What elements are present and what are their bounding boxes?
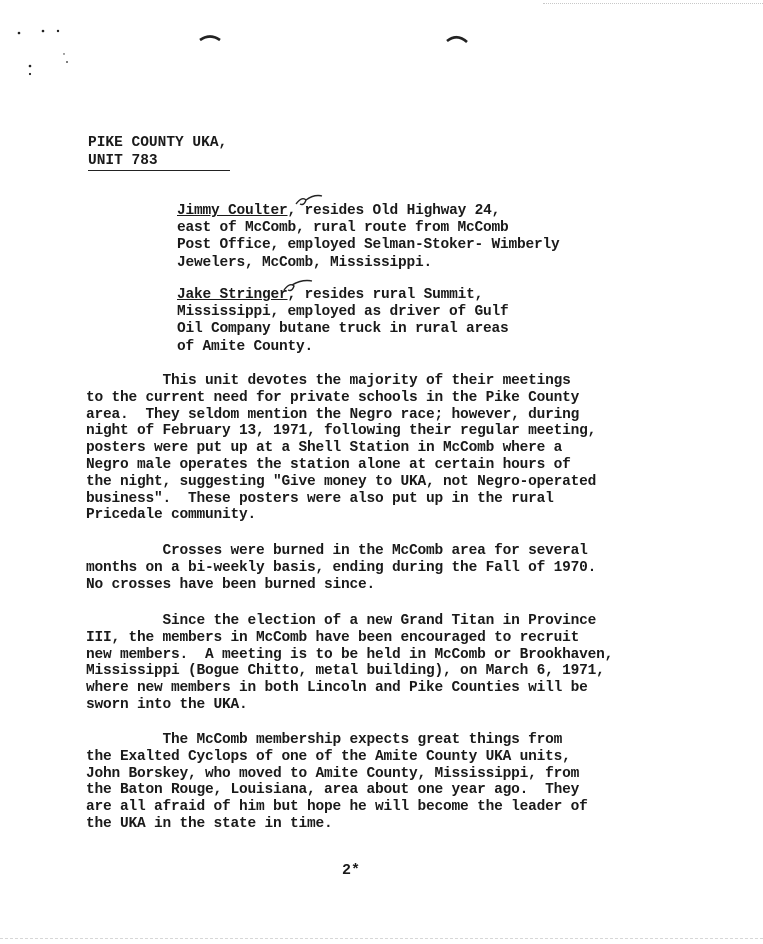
paragraph-line: This unit devotes the majority of their meetings — [86, 373, 571, 389]
paragraph-line: area. They seldom mention the Negro race; however, during — [86, 406, 580, 423]
unit-heading — [88, 134, 230, 171]
paragraph-line: Pricedale community. — [86, 507, 257, 524]
scan-speck — [18, 32, 21, 35]
paragraph-line: night of February 13, 1971, following their regular meeting, — [86, 423, 597, 440]
paragraph-line: where new members in both Lincoln and Pike Counties will be — [86, 680, 588, 697]
bottom-edge-artifact — [0, 938, 763, 941]
redaction-mark-right — [447, 37, 467, 42]
paragraph-line: months on a bi-weekly basis, ending during the Fall of 1970. — [86, 559, 597, 576]
scan-marks — [0, 0, 763, 90]
scan-speck — [42, 30, 45, 33]
member-name: Jake Stringer — [177, 287, 288, 303]
paragraph-line: No crosses have been burned since. — [86, 576, 376, 593]
paragraph-line: Since the election of a new Grand Titan in Province — [86, 613, 597, 629]
body-paragraph — [86, 613, 646, 714]
body-paragraph — [86, 543, 646, 593]
paragraph-line: Mississippi (Bogue Chitto, metal building), on March 6, 1971, — [86, 663, 605, 680]
paragraph-line: the Baton Rouge, Louisiana, area about one year ago. They — [86, 782, 580, 799]
member-detail: Oil Company butane truck in rural areas — [177, 321, 509, 338]
redaction-mark-left — [200, 37, 220, 41]
scan-speck — [63, 53, 64, 54]
member-detail: Post Office, employed Selman-Stoker- Wimberly — [177, 237, 560, 254]
handwritten-mark — [280, 276, 316, 296]
handwritten-mark — [292, 190, 326, 210]
paragraph-line: are all afraid of him but hope he will become the leader of — [86, 799, 588, 816]
paragraph-line: business". These posters were also put up in the rural — [86, 490, 554, 507]
body-paragraph — [86, 732, 646, 833]
paragraph-line: the UKA in the state in time. — [86, 815, 333, 832]
paragraph-line: the Exalted Cyclops of one of the Amite County UKA units, — [86, 748, 571, 765]
member-detail: Mississippi, employed as driver of Gulf — [177, 304, 509, 321]
paragraph-line: III, the members in McComb have been encouraged to recruit — [86, 629, 580, 646]
paragraph-line: John Borskey, who moved to Amite County, Mississippi, from — [86, 765, 580, 782]
paragraph-line: new members. A meeting is to be held in McComb or Brookhaven, — [86, 646, 614, 663]
paragraph-line: The McComb membership expects great things from — [86, 732, 563, 748]
scan-speck — [57, 30, 59, 32]
member-entry: Jake Stringer, resides rural Summit, Mississippi, employed as driver of Gulf Oil Company butane truck in rural areas of Amite County. — [177, 287, 647, 356]
paragraph-line: posters were put up at a Shell Station in McComb where a — [86, 440, 563, 457]
paragraph-line: Negro male operates the station alone at certain hours of — [86, 456, 571, 473]
paragraph-line: the night, suggesting "Give money to UKA, not Negro-operated — [86, 473, 597, 490]
member-detail: of Amite County. — [177, 338, 314, 355]
member-detail: resides Old Highway 24, — [304, 203, 501, 219]
member-name: Jimmy Coulter — [177, 203, 288, 219]
scan-speck — [29, 73, 31, 75]
heading-unit: UNIT 783 — [88, 152, 230, 171]
member-detail: Jewelers, McComb, Mississippi. — [177, 254, 433, 271]
paragraph-line: to the current need for private schools in the Pike County — [86, 389, 580, 406]
paragraph-line: sworn into the UKA. — [86, 696, 248, 713]
member-entry: Jimmy Coulter, resides Old Highway 24, east of McComb, rural route from McComb Post Office, employed Selman-Stoker- Wimberly Jewelers, McComb, Mississippi. — [177, 203, 647, 272]
paragraph-line: Crosses were burned in the McComb area for several — [86, 543, 588, 559]
scan-speck — [66, 61, 68, 63]
heading-county: PIKE COUNTY UKA, — [88, 135, 228, 151]
scan-speck — [29, 65, 32, 68]
body-paragraph — [86, 373, 646, 524]
page-number: 2* — [342, 862, 361, 879]
member-detail: east of McComb, rural route from McComb — [177, 220, 509, 237]
member-detail: resides rural Summit, — [304, 287, 484, 303]
